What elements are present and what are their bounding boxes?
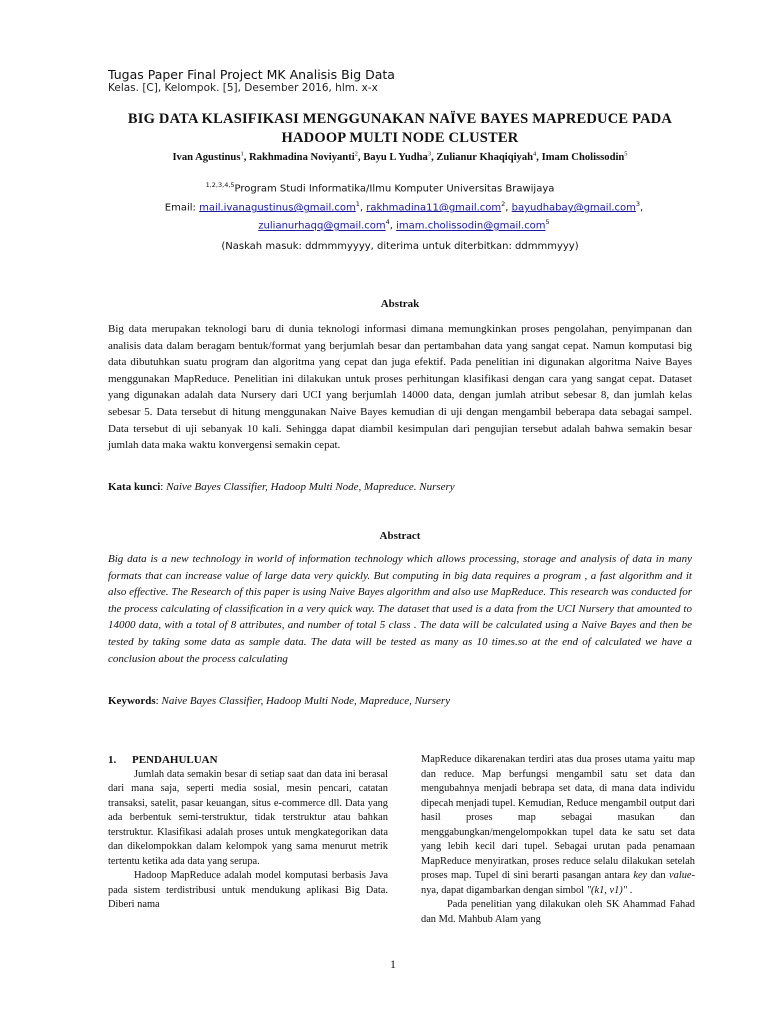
author-list — [60, 150, 740, 163]
abstract-heading: Abstract — [379, 530, 421, 542]
email-link-5[interactable]: imam.cholissodin@gmail.com — [396, 220, 546, 232]
email-block: Email: mail.ivanagustinus@gmail.com$^1$, rakhmadina11@gmail.com$^2$, bayudhabay@gmail.com$^3$, zulianurhaqq@gmail.com$^4$, imam.cholissodin@gmail.com$^5$ — [164, 200, 644, 232]
paragraph-1: Jumlah data semakin besar di setiap saat dan data ini berasal dari mana saja, seperti media sosial, mesin pencari, catatan transaksi, satelit, pasar keuangan, situs e-commerce dll. Data yang ada berbentuk semi-terstruktur, tidak terstruktur atau bahkan terstruktur. Klasifikasi adalah proses untuk mengkategorikan data dan dikelompokkan dalam kelompok yang sama menurut metrik tertentu ketika ada data yang serupa. — [108, 768, 388, 867]
keywords: Keywords: Naive Bayes Classifier, Hadoop Multi Node, Mapreduce, Nursery — [108, 695, 451, 707]
email-link-3[interactable]: bayudhabay@gmail.com — [511, 202, 636, 214]
author-1: Ivan Agustinus$^1$, — [172, 150, 249, 163]
right-column — [421, 753, 695, 927]
author-3: Bayu L Yudha$^3$, — [363, 150, 437, 163]
email-label: Email: — [164, 202, 200, 214]
kata-kunci: Kata kunci: Naive Bayes Classifier, Hadoop Multi Node, Mapreduce. Nursery — [108, 481, 455, 493]
abstrak-text: Big data merupakan teknologi baru di dunia teknologi informasi dimana memungkinkan proses pengolahan, penyimpanan dan analisis data dalam beragam bentuk/format yang berjumlah besar dan pertambahan data yang sangat cepat. Namun komputasi big data dibutuhkan suatu program dan algoritma yang cepat dan juga efektif. Pada penelitian ini digunakan algoritma Naive Bayes menggunakan MapReduce. Penelitian ini dilakukan untuk proses perhitungan klasifikasi dengan cara yang sangat cepat. Dataset yang digunakan adalah data Nursery dari UCI yang berjumlah 14000 data, dengan jumlah atribut sebesar 8, dan jumlah kelas sebesar 5. Data tersebut di hitung menggunakan Naive Bayes kemudian di uji dengan mengambil beberapa data sebagai sampel. Data tersebut di uji sebanyak 10 kali. Sehingga dapat diambil kesimpulan dari pengujian tersebut adalah bahwa semakin besar jumlah data maka waktu konvergensi semakin cepat. — [108, 323, 692, 452]
email-link-2[interactable]: rakhmadina11@gmail.com — [366, 202, 502, 214]
paper-title — [100, 110, 700, 148]
paragraph-4: Pada penelitian yang dilakukan oleh SK Ahammad Fahad dan Md. Mahbub Alam yang — [421, 899, 695, 925]
author-4: Zulianur Khaqiqiyah$^4$, — [436, 150, 542, 163]
journal-subheader: Kelas. [C], Kelompok. [5], Desember 2016, hlm. x-x — [108, 82, 378, 94]
paragraph-2: Hadoop MapReduce adalah model komputasi berbasis Java pada sistem terdistribusi untuk mendukung aplikasi Big Data. Diberi nama — [108, 870, 388, 910]
title-line-1: BIG DATA KLASIFIKASI MENGGUNAKAN NAÏVE BAYES MAPREDUCE PADA — [127, 111, 673, 127]
paragraph-3: MapReduce dikarenakan terdiri atas dua proses utama yaitu map dan reduce. Map berfungsi mengambil satu set data dan mengubahnya menjadi bebrapa set data, di mana data individu dipecah menjadi tupel. Kemudian, Reduce mengambil output dari hasil proses map sebagai masukan dan menggabungkan/mengelompokkan tupel data ke satu set data yang lebih kecil dari tupel. Sebagai urutan pada penamaan MapReduce menyiratkan, proses reduce selalu dilakukan setelah proses map. Tupel di sini berarti pasangan antara key dan value-nya, dapat digambarkan dengan simbol "(k1, v1)" . — [421, 754, 695, 896]
section-heading-pendahuluan: 1. PENDAHULUAN — [108, 754, 218, 766]
title-line-2: HADOOP MULTI NODE CLUSTER — [281, 130, 519, 146]
journal-header: Tugas Paper Final Project MK Analisis Big Data — [108, 67, 395, 82]
email-link-4[interactable]: zulianurhaqq@gmail.com — [258, 220, 386, 232]
abstract-text: Big data is a new technology in world of information technology which allows processing, storage and analysis of data in many formats that can increase value of large data very quickly. But computing in big data requires a program , a fast algorithm and it also effective. The Research of this paper is using Naive Bayes algorithm and also use MapReduce. This research was conducted for the process calculating of classification in a very quick way. The dataset that used is a data from the UCI Nursery that amounted to 14000 data, with a total of 8 attributes, and number of total 5 class . The data will be calculated using a Naive Bayes and then be tested by taking some data as sample data. The data will be tested as many as 10 times.so at the end of calculated we have a conclusion about the process calculating — [108, 553, 692, 665]
author-2: Rakhmadina Noviyanti$^2$, — [249, 150, 364, 163]
affiliation: $^{1,2,3,4,5}$Program Studi Informatika/Ilmu Komputer Universitas Brawijaya — [205, 181, 555, 195]
email-link-1[interactable]: mail.ivanagustinus@gmail.com — [199, 202, 356, 214]
left-column — [108, 753, 388, 913]
author-5: Imam Cholissodin$^5$ — [541, 150, 628, 163]
received-dates: (Naskah masuk: ddmmmyyyy, diterima untuk diterbitkan: ddmmmyyy) — [221, 241, 579, 252]
page-number: 1 — [390, 957, 396, 971]
abstrak-heading: Abstrak — [380, 298, 420, 310]
